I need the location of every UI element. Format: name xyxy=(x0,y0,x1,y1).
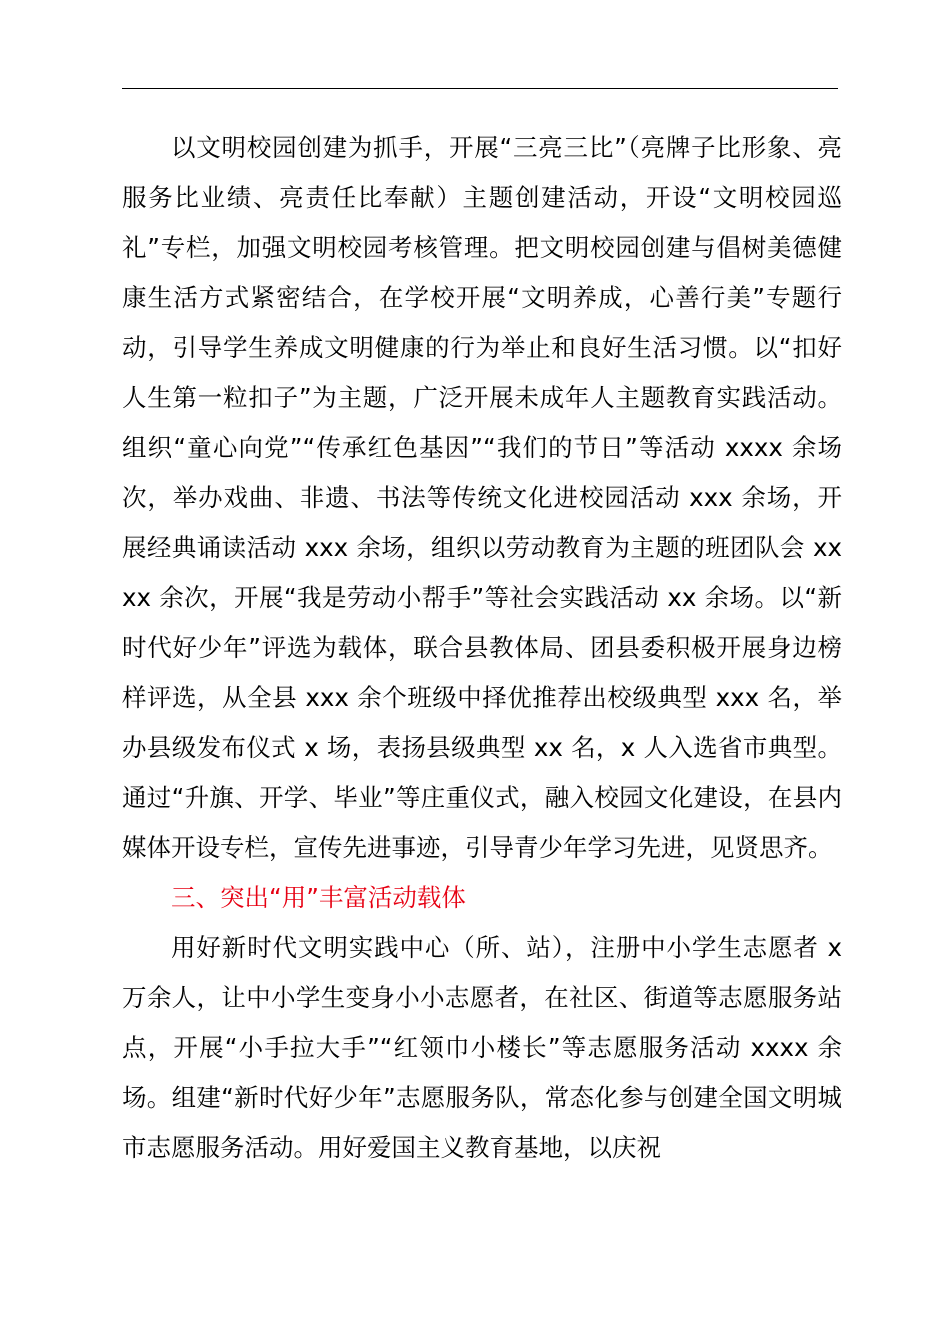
paragraph-2: 用好新时代文明实践中心（所、站），注册中小学生志愿者 x 万余人，让中小学生变身小小志愿者，在社区、街道等志愿服务站点，开展“小手拉大手”“红领巾小楼长”等志愿服务活动 xxxx 余场。组建“新时代好少年”志愿服务队，常态化参与创建全国文明城市志愿服务活动。用好爱国主义教育基地，以庆祝 xyxy=(122,933,842,1162)
header-rule xyxy=(122,88,838,89)
document-body xyxy=(122,123,842,1173)
section-heading: 三、突出“用”丰富活动载体 xyxy=(171,883,466,912)
paragraph-1: 以文明校园创建为抓手，开展“三亮三比”（亮牌子比形象、亮服务比业绩、亮责任比奉献）主题创建活动，开设“文明校园巡礼”专栏，加强文明校园考核管理。把文明校园创建与倡树美德健康生活方式紧密结合，在学校开展“文明养成，心善行美”专题行动，引导学生养成文明健康的行为举止和良好生活习惯。以“扣好人生第一粒扣子”为主题，广泛开展未成年人主题教育实践活动。组织“童心向党”“传承红色基因”“我们的节日”等活动 xxxx 余场次，举办戏曲、非遗、书法等传统文化进校园活动 xxx 余场，开展经典诵读活动 xxx 余场，组织以劳动教育为主题的班团队会 xxxx 余次，开展“我是劳动小帮手”等社会实践活动 xx 余场。以“新时代好少年”评选为载体，联合县教体局、团县委积极开展身边榜样评选，从全县 xxx 余个班级中择优推荐出校级典型 xxx 名，举办县级发布仪式 x 场，表扬县级典型 xx 名，x 人入选省市典型。通过“升旗、开学、毕业”等庄重仪式，融入校园文化建设，在县内媒体开设专栏，宣传先进事迹，引导青少年学习先进，见贤思齐。 xyxy=(122,133,842,862)
